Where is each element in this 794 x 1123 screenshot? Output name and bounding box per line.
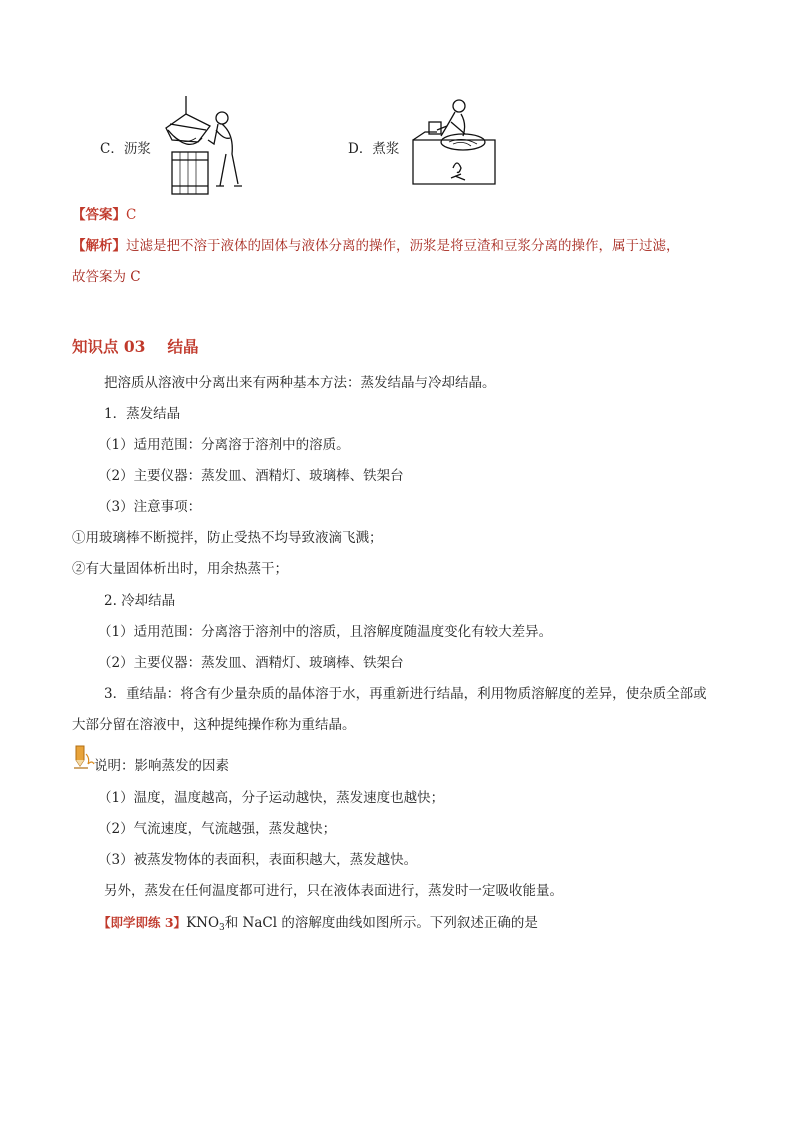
- note-stirring: ①用玻璃棒不断搅拌，防止受热不均导致液滴飞溅；: [72, 530, 383, 546]
- explain-item-1: （1）温度，温度越高，分子运动越快，蒸发速度也越快；: [98, 790, 445, 806]
- analysis-text-1: 过滤是把不溶于液体的固体与液体分离的操作，沥浆是将豆渣和豆浆分离的操作，属于过滤，: [126, 238, 680, 254]
- boiling-pulp-illustration: [407, 96, 503, 192]
- cooling-instruments: （2）主要仪器：蒸发皿、酒精灯、玻璃棒、铁架台: [98, 655, 404, 671]
- analysis-line-1: [72, 236, 680, 256]
- explain-item-2: （2）气流速度，气流越强，蒸发越快；: [98, 821, 337, 837]
- kno3-formula: $KNO_3$: [186, 915, 225, 933]
- recrystallization-line-1: 3．重结晶：将含有少量杂质的晶体溶于水，再重新进行结晶，利用物质溶解度的差异，使杂质全部或: [104, 686, 707, 702]
- practice-question: [98, 913, 538, 938]
- evaporation-scope: （1）适用范围：分离溶于溶剂中的溶质。: [98, 437, 350, 453]
- answer-tag: 【答案】: [72, 207, 126, 223]
- practice-tag: 【即学即练 3】: [98, 915, 187, 930]
- recrystallization-line-2: 大部分留在溶液中，这种提纯操作称为重结晶。: [72, 717, 356, 733]
- option-c-label: C．沥浆: [100, 141, 151, 157]
- answer-value: C: [126, 207, 137, 223]
- cooling-title: 2. 冷却结晶: [104, 593, 176, 609]
- evaporation-title: 1．蒸发结晶: [104, 406, 181, 422]
- pencil-note-icon: [72, 744, 96, 770]
- explain-item-3: （3）被蒸发物体的表面积，表面积越大，蒸发越快。: [98, 852, 418, 868]
- analysis-line-2: 故答案为 C: [72, 269, 141, 285]
- section-prefix: 知识点 03: [72, 337, 146, 356]
- answer-line: [72, 205, 136, 225]
- note-residual-heat: ②有大量固体析出时，用余热蒸干；: [72, 561, 288, 577]
- evaporation-instruments: （2）主要仪器：蒸发皿、酒精灯、玻璃棒、铁架台: [98, 468, 404, 484]
- section-heading: [72, 335, 198, 357]
- explain-title: 说明：影响蒸发的因素: [94, 758, 229, 774]
- analysis-tag: 【解析】: [72, 238, 126, 254]
- section-title: 结晶: [167, 337, 199, 356]
- option-d-label: D．煮浆: [348, 141, 400, 157]
- evaporation-notes-title: （3）注意事项：: [98, 499, 202, 515]
- intro-text: 把溶质从溶液中分离出来有两种基本方法：蒸发结晶与冷却结晶。: [104, 375, 496, 391]
- practice-text: 和 NaCl 的溶解度曲线如图所示。下列叙述正确的是: [224, 915, 538, 931]
- cooling-scope: （1）适用范围：分离溶于溶剂中的溶质，且溶解度随温度变化有较大差异。: [98, 624, 553, 640]
- straining-pulp-illustration: [160, 94, 260, 198]
- explain-extra: 另外，蒸发在任何温度都可进行，只在液体表面进行，蒸发时一定吸收能量。: [104, 883, 563, 899]
